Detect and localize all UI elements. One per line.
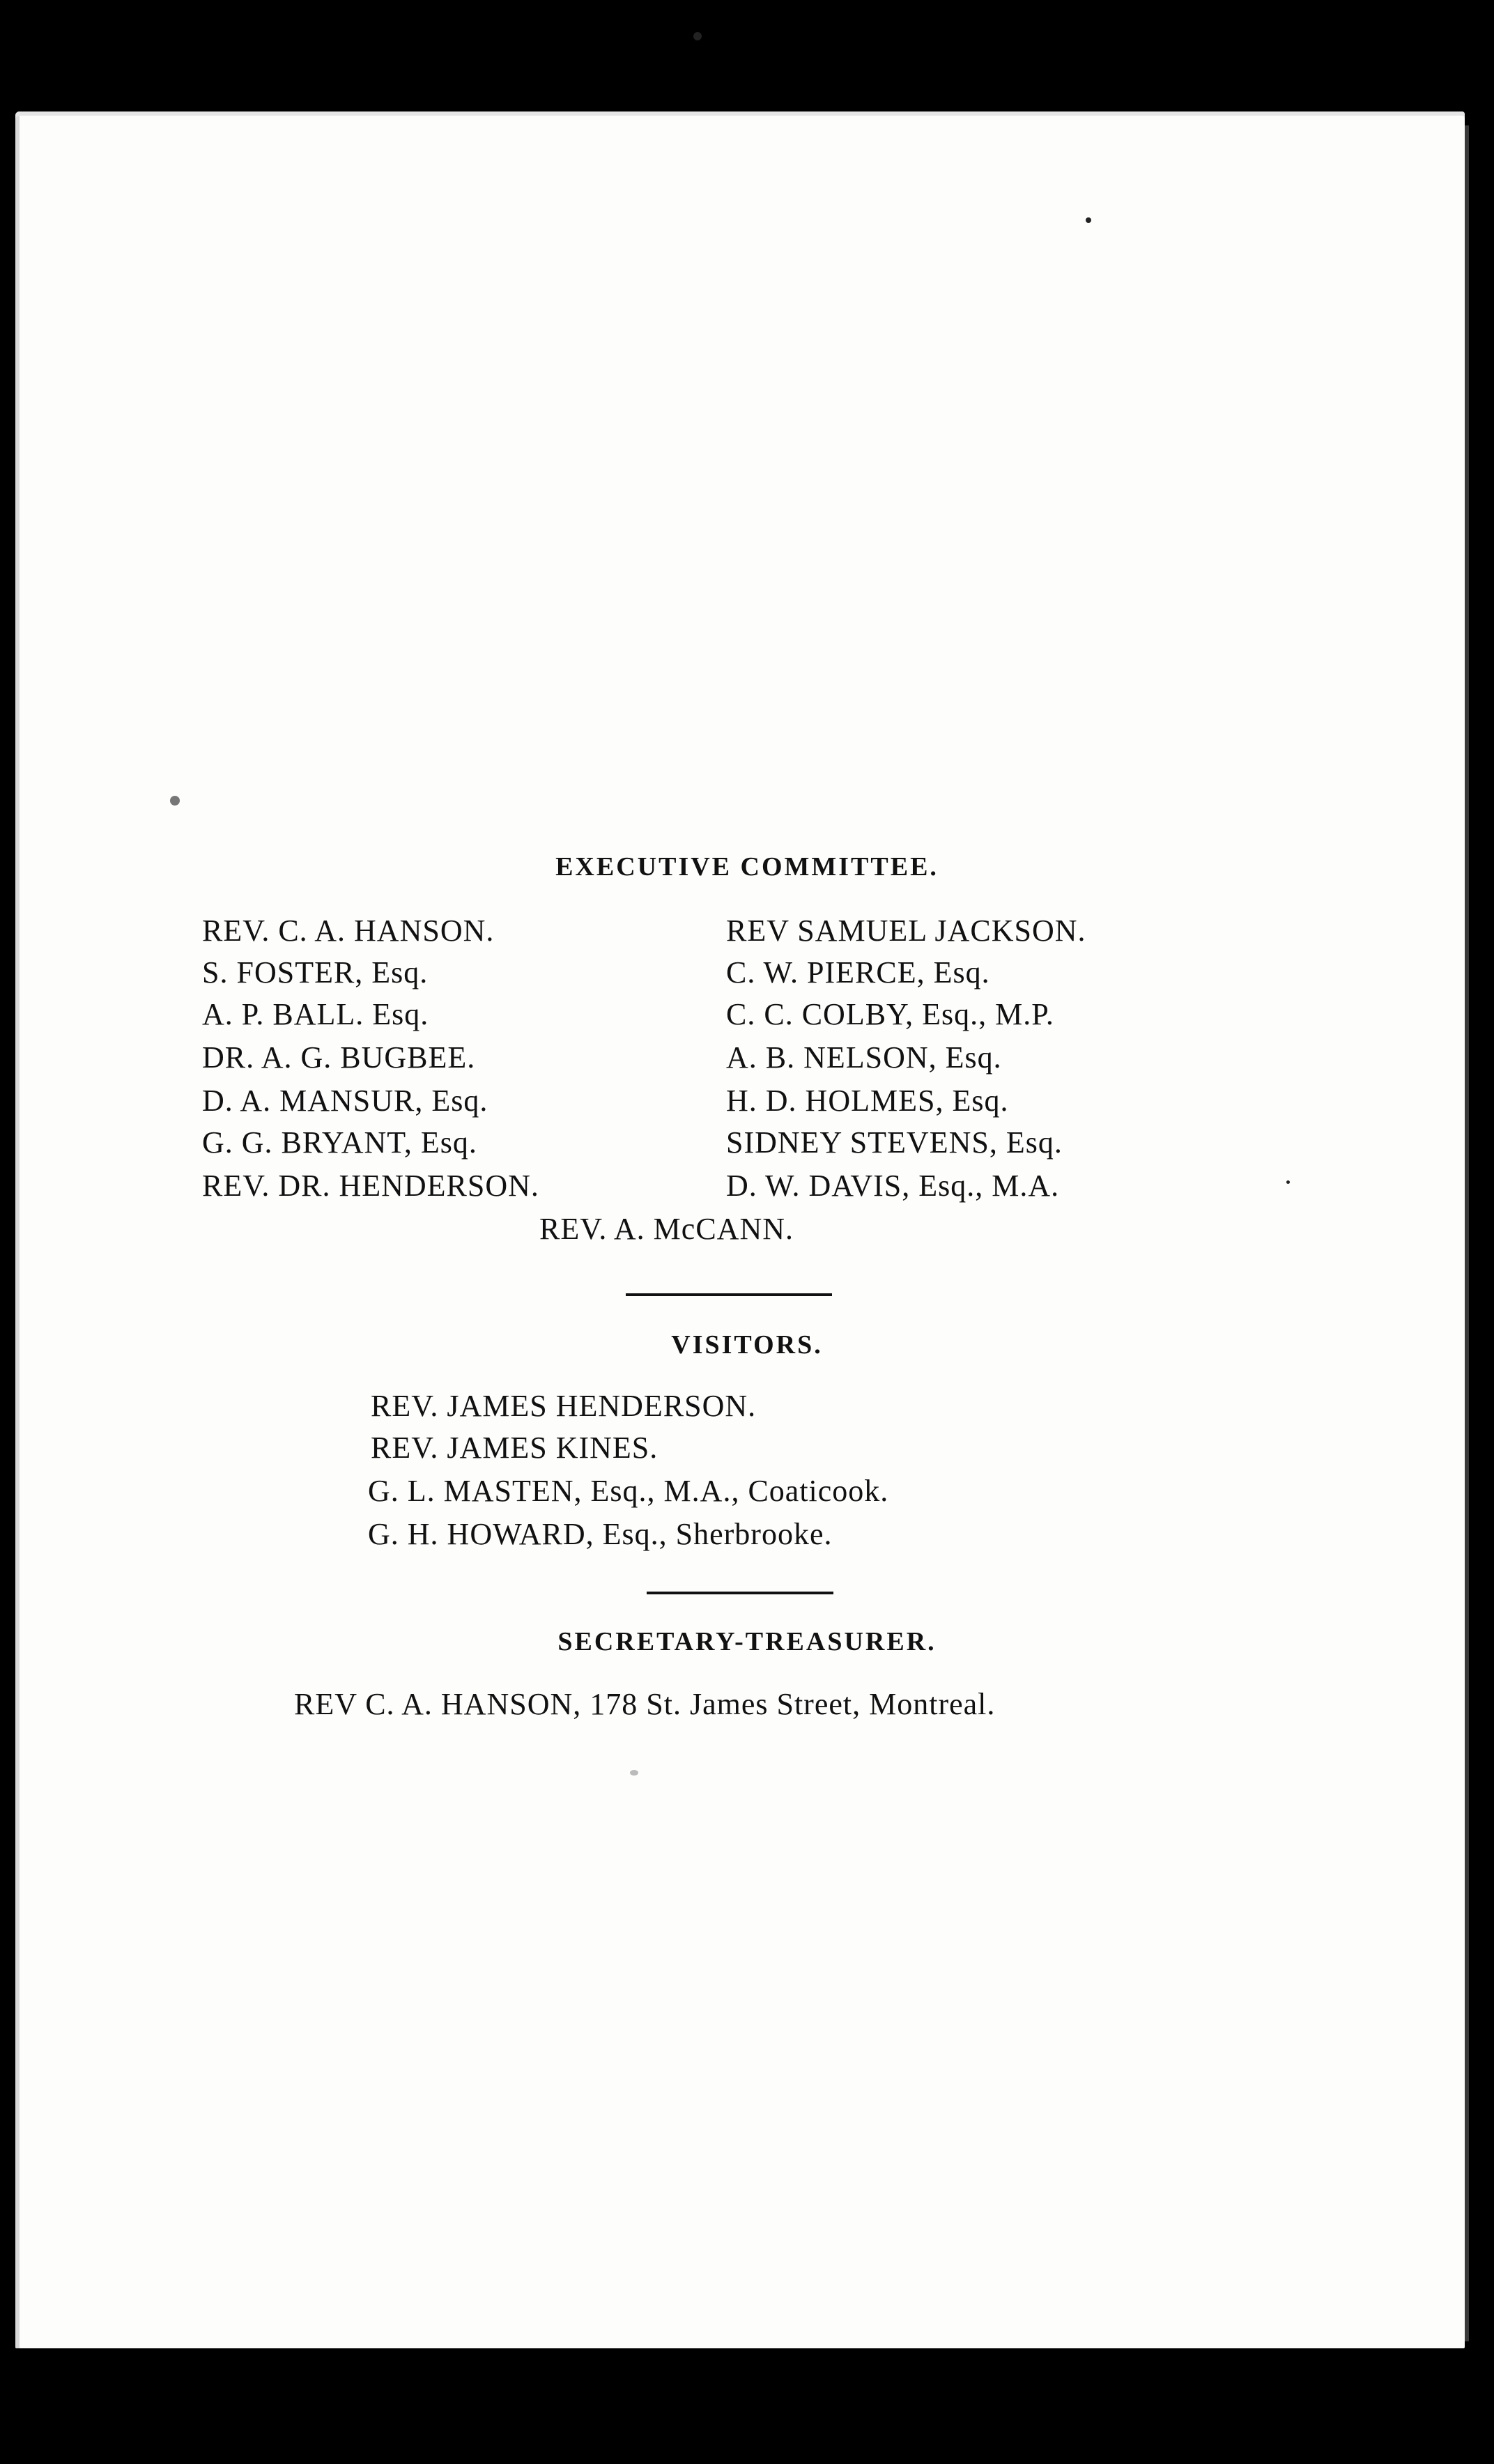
committee-member: C. C. COLBY, Esq., M.P. [726,997,1054,1031]
committee-member: REV. C. A. HANSON. [202,914,495,948]
secretary-treasurer-entry: REV C. A. HANSON, 178 St. James Street, Montreal. [294,1687,996,1721]
committee-member: D. A. MANSUR, Esq. [202,1084,488,1118]
visitor-entry: REV. JAMES KINES. [371,1431,659,1465]
committee-member: S. FOSTER, Esq. [202,955,429,990]
committee-member: H. D. HOLMES, Esq. [726,1084,1009,1118]
scan-speck [630,1770,638,1776]
committee-member: G. G. BRYANT, Esq. [202,1125,477,1160]
visitor-entry: G. H. HOWARD, Esq., Sherbrooke. [368,1517,833,1551]
committee-member: SIDNEY STEVENS, Esq. [726,1125,1063,1160]
scan-speck [170,796,180,806]
committee-member: D. W. DAVIS, Esq., M.A. [726,1169,1060,1203]
committee-member: A. P. BALL. Esq. [202,997,429,1031]
scan-speck [693,32,702,40]
page-edge-shadow [1465,125,1469,2341]
committee-member: C. W. PIERCE, Esq. [726,955,990,990]
executive-committee-heading: EXECUTIVE COMMITTEE. [555,852,939,881]
section-divider [626,1293,832,1296]
section-divider [647,1592,833,1594]
secretary-treasurer-heading: SECRETARY-TREASURER. [557,1627,937,1656]
visitor-entry: G. L. MASTEN, Esq., M.A., Coaticook. [368,1474,889,1508]
committee-closing-member: REV. A. McCANN. [539,1212,794,1246]
committee-member: REV. DR. HENDERSON. [202,1169,539,1203]
scan-speck [1086,217,1091,223]
visitor-entry: REV. JAMES HENDERSON. [371,1389,757,1423]
committee-member: REV SAMUEL JACKSON. [726,914,1086,948]
committee-member: A. B. NELSON, Esq. [726,1040,1002,1075]
visitors-heading: VISITORS. [671,1330,823,1360]
committee-member: DR. A. G. BUGBEE. [202,1040,476,1075]
scan-speck [1286,1180,1290,1184]
